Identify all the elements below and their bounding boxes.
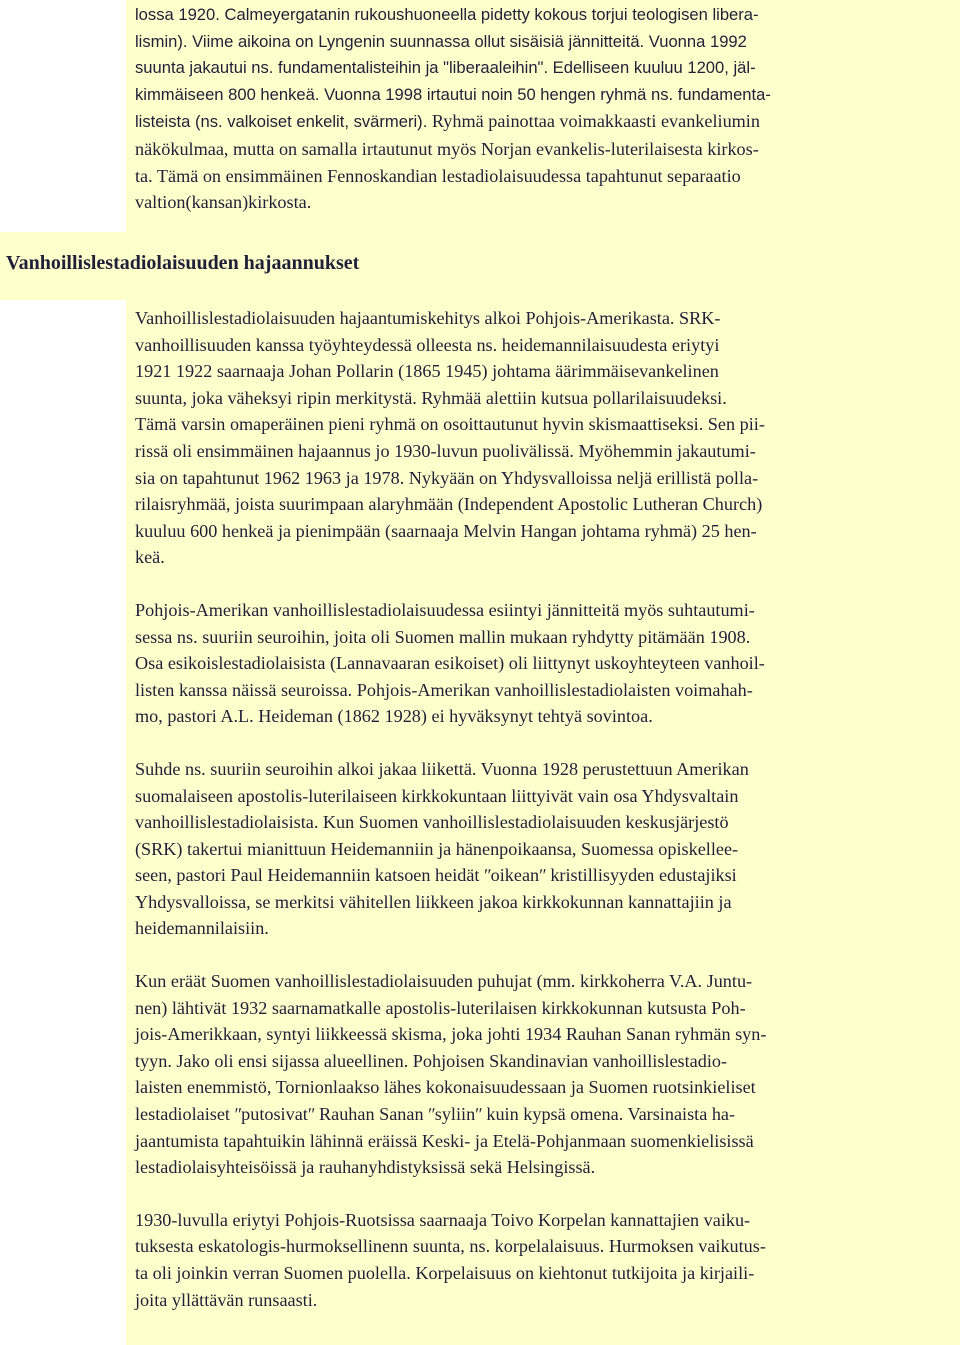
text-line: joita yllättävän runsaasti. — [135, 1289, 318, 1310]
text-line: suunta jakautui ns. fundamentalisteihin ja ʺliberaaleihinʺ. Edelliseen kuuluu 1200, jäl- — [135, 58, 756, 78]
text-line: jaantumista tapahtuikin lähinnä eräissä Keski- ja Etelä-Pohjanmaan suomenkielisissä — [135, 1130, 754, 1151]
text-line: ta. Tämä on ensimmäinen Fennoskandian lestadiolaisuudessa tapahtunut separaatio — [135, 165, 741, 186]
paragraph — [135, 756, 952, 942]
text-line: heidemannilaisiin. — [135, 918, 269, 939]
text-line: listen kanssa näissä seuroissa. Pohjois-Amerikan vanhoillislestadiolaisten voimahah- — [135, 679, 753, 700]
serif-text-run: Ryhmä painottaa voimakkaasti evankeliumin — [427, 111, 760, 132]
text-line: 1921 1922 saarnaaja Johan Pollarin (1865 1945) johtama äärimmäisevankelinen — [135, 361, 719, 382]
text-line: vanhoillislestadiolaisista. Kun Suomen vanhoillislestadiolaisuuden keskusjärjestö — [135, 812, 729, 833]
text-line — [135, 108, 952, 136]
text-line: rilaisryhmää, joista suurimpaan alaryhmään (Independent Apostolic Lutheran Church) — [135, 494, 763, 515]
text-line: sessa ns. suuriin seuroihin, joita oli Suomen mallin mukaan ryhdytty pitämään 1908. — [135, 626, 751, 647]
text-line: rissä oli ensimmäinen hajaannus jo 1930-luvun puolivälissä. Myöhemmin jakautumi- — [135, 440, 756, 461]
text-line: Kun eräät Suomen vanhoillislestadiolaisuuden puhujat (mm. kirkkoherra V.A. Juntu- — [135, 971, 753, 992]
text-line: lestadiolaiset ʺputosivatʺ Rauhan Sanan ʺsyliinʺ kuin kypsä omena. Varsinaista ha- — [135, 1104, 736, 1125]
text-line: suomalaiseen apostolis-luterilaiseen kirkkokuntaan liittyivät vain osa Yhdysvaltain — [135, 785, 739, 806]
text-line: nen) lähtivät 1932 saarnamatkalle apostolis-luterilaisen kirkkokunnan kutsusta Poh- — [135, 997, 746, 1018]
text-line: laisten enemmistö, Tornionlaakso lähes kokonaisuudessaan ja Suomen ruotsinkieliset — [135, 1077, 756, 1098]
text-line: Pohjois-Amerikan vanhoillislestadiolaisuudessa esiintyi jännitteitä myös suhtautumi- — [135, 599, 755, 620]
paragraph — [135, 597, 952, 730]
text-line: Yhdysvalloissa, se merkitsi vähitellen liikkeen jakoa kirkkokunnan kannattajiin ja — [135, 891, 732, 912]
text-line: Osa esikoislestadiolaisista (Lannavaaran esikoiset) oli liittynyt uskoyhteyteen vanhoil- — [135, 653, 765, 674]
paragraph — [135, 968, 952, 1181]
text-line: jois-Amerikkaan, syntyi liikkeessä skisma, joka johti 1934 Rauhan Sanan ryhmän syn- — [135, 1024, 767, 1045]
text-line: lestadiolaisyhteisöissä ja rauhanyhdistyksissä sekä Helsingissä. — [135, 1157, 596, 1178]
text-line: valtion(kansan)kirkosta. — [135, 192, 312, 213]
paragraph — [135, 1207, 952, 1313]
text-line: Tämä varsin omaperäinen pieni ryhmä on osoittautunut hyvin skismaattiseksi. Sen pii- — [135, 414, 765, 435]
text-line: näkökulmaa, mutta on samalla irtautunut myös Norjan evankelis-luterilaisesta kirkos- — [135, 138, 759, 159]
text-line: kuuluu 600 henkeä ja pienimpään (saarnaaja Melvin Hangan johtama ryhmä) 25 hen- — [135, 520, 757, 541]
text-line: suunta, joka väheksyi ripin merkitystä. Ryhmää alettiin kutsua pollarilaisuudeksi. — [135, 387, 727, 408]
top-text-block — [126, 0, 960, 232]
text-line: lismin). Viime aikoina on Lyngenin suunnassa ollut sisäisiä jännitteitä. Vuonna 1992 — [135, 31, 747, 51]
text-line: Suhde ns. suuriin seuroihin alkoi jakaa liikettä. Vuonna 1928 perustettuun Amerikan — [135, 758, 749, 779]
text-line: mo, pastori A.L. Heideman (1862 1928) ei hyväksynyt tehtyä sovintoa. — [135, 706, 653, 727]
text-line: lossa 1920. Calmeyergatanin rukoushuoneella pidetty kokous torjui teologisen libera- — [135, 5, 759, 24]
text-line: keä. — [135, 547, 165, 568]
top-paragraph — [135, 2, 952, 216]
text-line: vanhoillisuuden kanssa työyhteydessä olleesta ns. heidemannilaisuudesta eriytyi — [135, 334, 720, 355]
text-line: Vanhoillislestadiolaisuuden hajaantumiskehitys alkoi Pohjois-Amerikasta. SRK- — [135, 308, 721, 328]
paragraph — [135, 305, 952, 571]
text-line: sia on tapahtunut 1962 1963 ja 1978. Nykyään on Yhdysvalloissa neljä erillistä polla- — [135, 467, 759, 488]
text-line: tuksesta eskatologis-hurmoksellinenn suunta, ns. korpelalaisuus. Hurmoksen vaikutus- — [135, 1236, 766, 1257]
text-line: kimmäiseen 800 henkeä. Vuonna 1998 irtautui noin 50 hengen ryhmä ns. fundamenta- — [135, 84, 771, 104]
main-text-block — [126, 300, 960, 1345]
sans-text-run: listeista (ns. valkoiset enkelit, svärmeri). — [135, 112, 428, 132]
section-heading: Vanhoillislestadiolaisuuden hajaannukset — [6, 252, 360, 274]
text-line: 1930-luvulla eriytyi Pohjois-Ruotsissa saarnaaja Toivo Korpelan kannattajien vaiku- — [135, 1209, 751, 1230]
text-line: tyyn. Jako oli ensi sijassa alueellinen. Pohjoisen Skandinavian vanhoillislestadio- — [135, 1050, 728, 1071]
text-line: ta oli joinkin verran Suomen puolella. Korpelaisuus on kiehtonut tutkijoita ja kirjaili- — [135, 1263, 755, 1283]
text-line: (SRK) takertui mianittuun Heidemanniin ja hänenpoikaansa, Suomessa opiskellee- — [135, 838, 739, 859]
text-line: seen, pastori Paul Heidemanniin katsoen heidät ʺoikeanʺ kristillisyyden edustajiksi — [135, 865, 737, 886]
